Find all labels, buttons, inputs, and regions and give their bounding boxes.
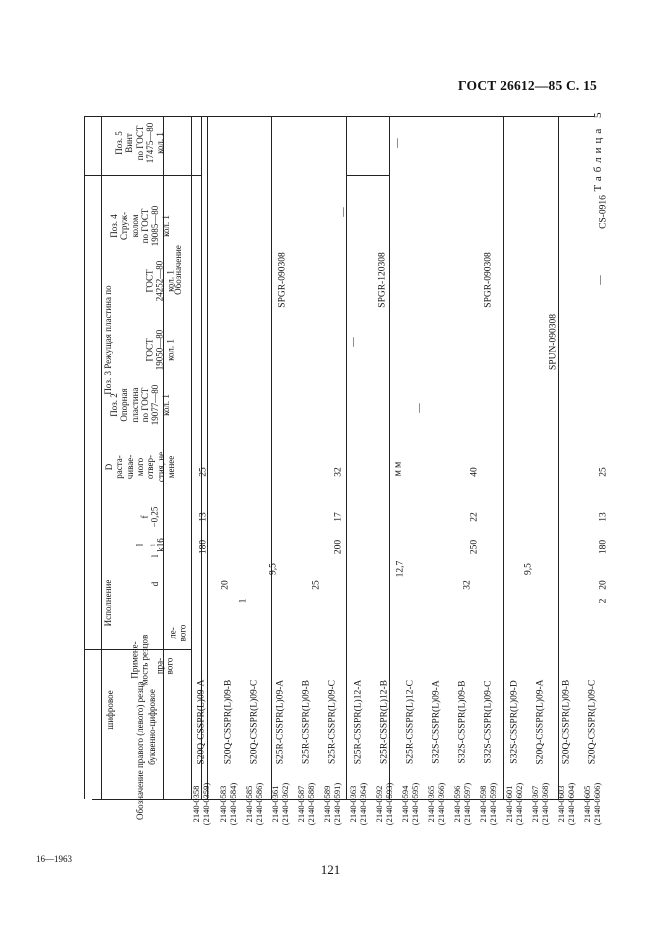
table-row-designation: S20Q-CSSPR(L)09-A [535,679,546,765]
D-25-b: 25 [598,467,609,477]
table-row-code: 2140-0367 (2140-0368) [530,782,550,826]
variant-2: 2 [598,598,609,604]
header-variant: Исполнение [102,579,113,627]
header-code: шифровое [104,690,115,730]
pos3a-spun: SPUN-090308 [548,314,559,370]
pos3b-dash: — [595,275,606,285]
f-22: 22 [469,512,480,522]
variant-1: 1 [238,598,249,604]
header-f: f −0,25 [139,506,160,528]
l-9-5: 9,5 [268,563,279,575]
vline-7 [346,116,347,799]
hline-hdr-5 [346,175,389,176]
table-row-designation: S25R-CSSPR(L)12-C [405,680,416,764]
header-pos2: Поз. 2 Опорная пластина по ГОСТ 19077—80 кол. 1 [108,384,171,426]
pos3b-spgr-090308-b: SPGR-090308 [483,252,494,308]
pos2-dash: — [414,403,425,413]
l1-180: 180 [198,539,209,555]
vline-3 [191,116,192,799]
table-row-code: 2140-0596 (2140-0597) [452,782,472,826]
pos3b-spgr-120308: SPGR-120308 [377,252,388,308]
table-row-code: 2140-0605 (2140-0606) [582,782,602,826]
table-row-code: 2140-0594 (2140-0595) [400,782,420,826]
table-row-designation: S32S-CSSPR(L)09-B [457,680,468,764]
l1-180-b: 180 [598,539,609,555]
table-row-code: 2140-0361 (2140-0362) [270,782,290,826]
table-row-designation: S20Q-CSSPR(L)09-C [249,679,260,765]
header-pos3a: ГОСТ 19050—80 кол. 1 [144,329,176,371]
table-row-designation: S32S-CSSPR(L)09-D [509,680,520,764]
table-row-code: 2140-0587 (2140-0588) [296,782,316,826]
header-designation-group: Обозначение правого (левого) резца [134,681,145,820]
header-l: l [149,554,160,558]
table-row-code: 2140-0358 (2140-0359) [191,782,211,826]
hline-hdr-4 [163,175,201,176]
l1-250: 250 [469,539,480,555]
table-row-code: 2140-0592 (2140-0593) [374,782,394,826]
table-row-designation: S20Q-CSSPR(L)09-C [587,679,598,765]
table-row-code: 2140-0363 (2140-0364) [348,782,368,826]
page-header: ГОСТ 26612—85 С. 15 [458,78,597,93]
D-40: 40 [469,467,480,477]
d-32: 32 [462,580,473,590]
pos5-dash: — [392,138,403,148]
f-17: 17 [333,512,344,522]
D-32: 32 [333,467,344,477]
table-row-designation: S25R-CSSPR(L)12-A [353,679,364,765]
header-application: Примене- мость резцов [129,634,150,686]
vline-1 [101,116,102,799]
header-app-left: ле- вого [167,624,188,642]
table-row-designation: S25R-CSSPR(L)09-C [327,680,338,764]
pos4-dash: — [338,207,349,217]
header-app-right: пра- вого [154,657,175,675]
header-pos5: Поз. 5 Винт по ГОСТ 17475—80 кол. 1 [114,122,166,164]
header-pos3-designation: Обозначение [172,245,183,295]
header-l1: l ₁ k16 [134,538,166,552]
table-row-code: 2140-0603 (2140-0604) [556,782,576,826]
header-letter-code: буквенно-цифровое [146,689,157,765]
table-row-designation: S20Q-CSSPR(L)09-B [223,679,234,765]
d-20-b: 20 [598,580,609,590]
d-25: 25 [311,580,322,590]
table-row-designation: S20Q-CSSPR(L)09-A [196,679,207,765]
table-row-designation: S25R-CSSPR(L)09-B [301,680,312,764]
table-row-designation: S25R-CSSPR(L)12-B [379,680,390,764]
l-12-7: 12,7 [395,560,406,578]
table-row-code: 2140-0365 (2140-0366) [426,782,446,826]
vline-10 [558,116,559,799]
table-row-code: 2140-0598 (2140-0599) [478,782,498,826]
pos4-cs: CS-0916 [598,195,609,229]
d-20: 20 [220,580,231,590]
table-row-code: 2140-0585 (2140-0586) [244,782,264,826]
header-pos4: Поз. 4 Струж- колом по ГОСТ 19085—80 кол. 1 [108,205,171,247]
table-row-designation: S32S-CSSPR(L)09-A [431,680,442,764]
table-row-code: 2140-0583 (2140-0584) [218,782,238,826]
pos3a-dash: — [348,337,359,347]
header-pos3b: ГОСТ 24252—80 кол. 1 [144,260,176,302]
table-caption: Таблица 5 [592,108,604,192]
pos3b-spgr-090308: SPGR-090308 [277,252,288,308]
page-number: 121 [320,862,341,877]
D-25: 25 [198,467,209,477]
header-pos3-group: Поз. 3 Режущая пластина по [102,285,113,395]
l1-200: 200 [333,539,344,555]
table-row-code: 2140-0589 (2140-0591) [322,782,342,826]
units-label: мм [392,459,404,477]
table-row-designation: S20Q-CSSPR(L)09-B [561,679,572,765]
l-9-5-b: 9,5 [523,563,534,575]
header-D: D раста- чивае- мого отвер- стия, не менее [103,451,176,483]
f-13-b: 13 [598,512,609,522]
table-row-code: 2140-0601 (2140-0602) [504,782,524,826]
table-row-designation: S32S-CSSPR(L)09-C [483,680,494,764]
table-row-designation: S25R-CSSPR(L)09-A [275,679,286,765]
vline-6 [271,116,272,799]
vline-9 [503,116,504,799]
header-d: d [149,581,160,587]
f-13: 13 [198,512,209,522]
vline-0 [84,116,85,799]
signature: 16—1963 [36,854,72,864]
